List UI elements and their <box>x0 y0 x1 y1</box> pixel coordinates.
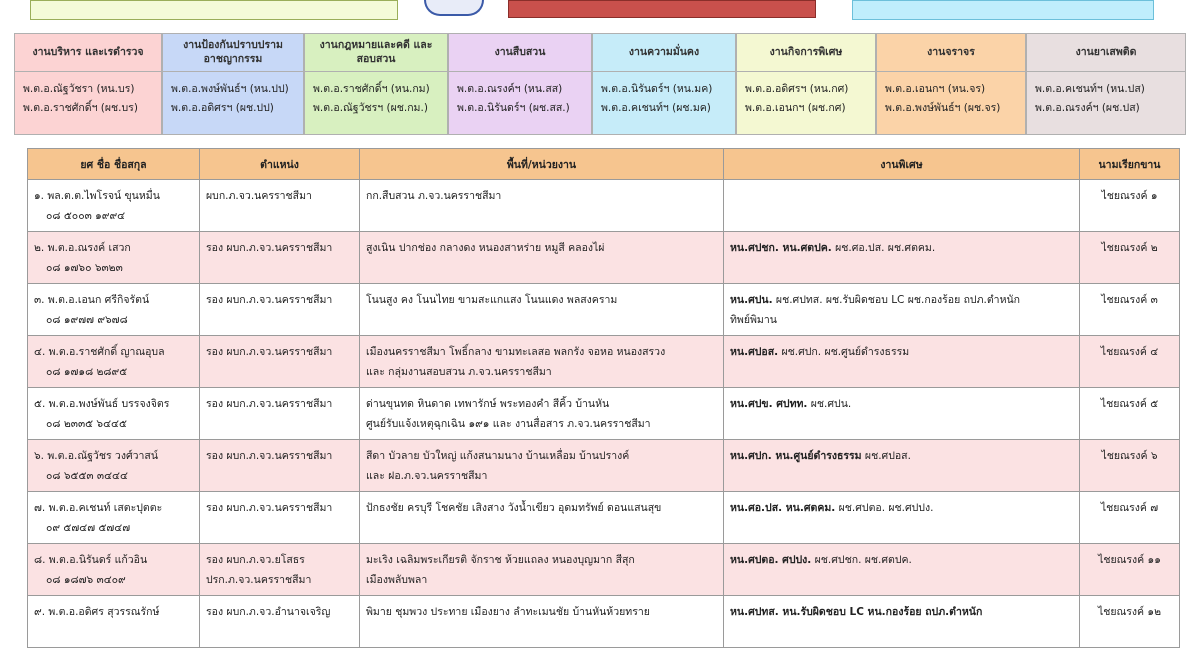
table-row <box>28 284 1180 336</box>
person-name: ๖. พ.ต.อ.ณัฐวัชร วงศ์วาสน์ <box>34 450 159 462</box>
unit-member-line: พ.ต.อ.พงษ์พันธ์ฯ (หน.ปป) <box>171 83 289 95</box>
cell-position <box>200 492 360 544</box>
special-lead: หน.ศอ.ปส. หน.ศตคม. <box>730 502 836 514</box>
cell-position <box>200 544 360 596</box>
cell-special <box>724 336 1080 388</box>
police-seal-icon <box>424 0 484 16</box>
col-header-callsign: นามเรียกขาน <box>1080 149 1180 180</box>
person-name: ๔. พ.ต.อ.ราชศักดิ์ ญาณอุบล <box>34 346 165 358</box>
special-lead: หน.ศปก. หน.ศูนย์ดำรงธรรม <box>730 450 862 462</box>
person-name: ๘. พ.ต.อ.นิรันดร์ แก้วอิน <box>34 554 148 566</box>
area-line: กก.สืบสวน ภ.จว.นครราชสีมา <box>366 190 502 202</box>
unit-box <box>876 33 1026 135</box>
person-phone: ๐๘ ๑๗๑๘ ๒๘๙๕ <box>46 366 128 378</box>
area-line: โนนสูง คง โนนไทย ขามสะแกแสง โนนแดง พลสงคราม <box>366 294 618 306</box>
table-row <box>28 544 1180 596</box>
cell-callsign: ไชยณรงค์ ๖ <box>1080 440 1180 492</box>
unit-member-line: พ.ต.อ.เอนกฯ (ผช.กศ) <box>745 102 846 114</box>
title-banner-center <box>508 0 816 18</box>
unit-box <box>448 33 592 135</box>
unit-title: งานกิจการพิเศษ <box>737 34 875 72</box>
position-line: รอง ผบก.ภ.จว.นครราชสีมา <box>206 242 333 254</box>
cell-position <box>200 284 360 336</box>
cell-special <box>724 388 1080 440</box>
special-line <box>730 342 1073 362</box>
cell-callsign: ไชยณรงค์ ๔ <box>1080 336 1180 388</box>
special-lead: หน.ศปชก. หน.ศตปค. <box>730 242 832 254</box>
special-lead: หน.ศปตอ. ศปปง. <box>730 554 812 566</box>
cell-area <box>360 232 724 284</box>
cell-name <box>28 492 200 544</box>
cell-special <box>724 492 1080 544</box>
person-phone: ๐๙ ๕๗๔๗ ๕๗๔๗ <box>46 522 131 534</box>
cell-area <box>360 596 724 648</box>
cell-callsign: ไชยณรงค์ ๑๑ <box>1080 544 1180 596</box>
special-line <box>730 602 1073 622</box>
cell-callsign: ไชยณรงค์ ๗ <box>1080 492 1180 544</box>
date-banner-right <box>852 0 1154 20</box>
table-row <box>28 180 1180 232</box>
unit-member-line: พ.ต.อ.ณัฐวัชรฯ (ผช.กม.) <box>313 102 428 114</box>
unit-member-line: พ.ต.อ.พงษ์พันธ์ฯ (ผช.จร) <box>885 102 1001 114</box>
cell-area <box>360 388 724 440</box>
unit-members <box>877 72 1025 118</box>
table-row <box>28 388 1180 440</box>
special-line-2: ทิพย์พิมาน <box>730 314 777 326</box>
table-row <box>28 492 1180 544</box>
person-name: ๒. พ.ต.อ.ณรงค์ เสวก <box>34 242 131 254</box>
position-line: รอง ผบก.ภ.จว.อำนาจเจริญ <box>206 606 331 618</box>
unit-title: งานยาเสพติด <box>1027 34 1185 72</box>
cell-callsign: ไชยณรงค์ ๑๒ <box>1080 596 1180 648</box>
table-row <box>28 336 1180 388</box>
cell-callsign: ไชยณรงค์ ๕ <box>1080 388 1180 440</box>
unit-title: งานความมั่นคง <box>593 34 735 72</box>
table-header-row <box>28 149 1180 180</box>
special-line <box>730 550 1073 570</box>
area-line: เมืองพลับพลา <box>366 574 428 586</box>
cell-special <box>724 596 1080 648</box>
unit-title: งานบริหาร และเรดำรวจ <box>15 34 161 72</box>
position-line: รอง ผบก.ภ.จว.นครราชสีมา <box>206 294 333 306</box>
area-line: พิมาย ชุมพวง ประทาย เมืองยาง ลำทะเมนชัย บ้านหันห้วยทราย <box>366 606 650 618</box>
special-line <box>730 446 1073 466</box>
special-line <box>730 290 1073 310</box>
table-row <box>28 596 1180 648</box>
special-line <box>730 238 1073 258</box>
unit-member-line: พ.ต.อ.ราชศักดิ์ฯ (ผช.บร) <box>23 102 138 114</box>
cell-area <box>360 180 724 232</box>
unit-members <box>593 72 735 118</box>
cell-area <box>360 336 724 388</box>
unit-box <box>592 33 736 135</box>
cell-name <box>28 440 200 492</box>
cell-position <box>200 336 360 388</box>
special-rest: ผช.ศปชก. ผช.ศตปค. <box>811 554 912 566</box>
cell-name <box>28 388 200 440</box>
special-rest: ผช.ศอ.ปส. ผช.ศตคม. <box>831 242 936 254</box>
special-lead: หน.ศปทส. หน.รับผิดชอบ LC หน.กองร้อย ถปภ.ตำหนัก <box>730 606 983 618</box>
unit-title: งานกฎหมายและคดี และ สอบสวน <box>305 34 447 72</box>
cell-callsign: ไชยณรงค์ ๑ <box>1080 180 1180 232</box>
unit-box <box>304 33 448 135</box>
cell-position <box>200 388 360 440</box>
special-rest: ผช.ศปน. <box>807 398 852 410</box>
cell-position <box>200 596 360 648</box>
cell-area <box>360 440 724 492</box>
area-line: มะเริง เฉลิมพระเกียรติ จักราช ห้วยแถลง หนองบุญมาก สีสุก <box>366 554 635 566</box>
cell-special <box>724 440 1080 492</box>
cell-position <box>200 232 360 284</box>
person-name: ๓. พ.ต.อ.เอนก ศรีกิจรัตน์ <box>34 294 150 306</box>
area-line: สีดา บัวลาย บัวใหญ่ แก้งสนามนาง บ้านเหลื่อม บ้านปรางค์ <box>366 450 630 462</box>
special-rest: ผช.ศปทส. ผช.รับผิดชอบ LC ผช.กองร้อย ถปภ.ตำหนัก <box>772 294 1021 306</box>
position-line: ผบก.ภ.จว.นครราชสีมา <box>206 190 312 202</box>
cell-callsign: ไชยณรงค์ ๓ <box>1080 284 1180 336</box>
cell-name <box>28 336 200 388</box>
unit-member-line: พ.ต.อ.ณรงค์ฯ (หน.สส) <box>457 83 563 95</box>
roster-table <box>27 148 1180 648</box>
special-line <box>730 394 1073 414</box>
person-name: ๙. พ.ต.อ.อดิศร สุวรรณรักษ์ <box>34 606 160 618</box>
unit-members <box>737 72 875 118</box>
person-phone: ๐๘ ๒๓๓๕ ๖๔๔๕ <box>46 418 127 430</box>
cell-name <box>28 284 200 336</box>
cell-area <box>360 544 724 596</box>
area-line: สูงเนิน ปากช่อง กลางดง หนองสาหร่าย หมูสี คลองไผ่ <box>366 242 605 254</box>
title-banner-left <box>30 0 398 20</box>
cell-special <box>724 544 1080 596</box>
unit-members <box>163 72 303 118</box>
special-line <box>730 498 1073 518</box>
person-phone: ๐๘ ๕๐๐๓ ๑๙๙๔ <box>46 210 126 222</box>
person-name: ๑. พล.ต.ต.ไพโรจน์ ขุนหมื่น <box>34 190 160 202</box>
cell-callsign: ไชยณรงค์ ๒ <box>1080 232 1180 284</box>
unit-boxes <box>14 33 1186 135</box>
col-header-special: งานพิเศษ <box>724 149 1080 180</box>
unit-member-line: พ.ต.อ.คเชนท์ฯ (หน.ปส) <box>1035 83 1145 95</box>
person-phone: ๐๘ ๑๙๗๗ ๙๖๗๘ <box>46 314 128 326</box>
unit-box <box>736 33 876 135</box>
unit-members <box>449 72 591 118</box>
special-lead: หน.ศปข. ศปทท. <box>730 398 808 410</box>
cell-position <box>200 440 360 492</box>
person-phone: ๐๘ ๖๕๕๓ ๓๔๔๔ <box>46 470 128 482</box>
cell-name <box>28 180 200 232</box>
unit-member-line: พ.ต.อ.นิรันดร์ฯ (ผช.สส.) <box>457 102 570 114</box>
special-rest: ผช.ศปตอ. ผช.ศปปง. <box>835 502 934 514</box>
unit-title: งานสืบสวน <box>449 34 591 72</box>
area-line: ศูนย์รับแจ้งเหตุฉุกเฉิน ๑๙๑ และ งานสื่อสาร ภ.จว.นครราชสีมา <box>366 418 651 430</box>
area-line: ปักธงชัย ครบุรี โชคชัย เสิงสาง วังน้ำเขียว อุดมทรัพย์ ดอนแสนสุข <box>366 502 662 514</box>
position-line: รอง ผบก.ภ.จว.ยโสธร <box>206 554 305 566</box>
position-line: ปรก.ภ.จว.นครราชสีมา <box>206 574 312 586</box>
roster-table-wrap <box>27 148 1179 648</box>
cell-area <box>360 492 724 544</box>
cell-area <box>360 284 724 336</box>
cell-position <box>200 180 360 232</box>
cell-name <box>28 232 200 284</box>
position-line: รอง ผบก.ภ.จว.นครราชสีมา <box>206 346 333 358</box>
col-header-position: ตำแหน่ง <box>200 149 360 180</box>
position-line: รอง ผบก.ภ.จว.นครราชสีมา <box>206 398 333 410</box>
position-line: รอง ผบก.ภ.จว.นครราชสีมา <box>206 450 333 462</box>
area-line: เมืองนครราชสีมา โพธิ์กลาง ขามทะเลสอ พลกรัง จอหอ หนองสรวง <box>366 346 666 358</box>
special-rest: ผช.ศปก. ผช.ศูนย์ดำรงธรรม <box>778 346 910 358</box>
unit-member-line: พ.ต.อ.นิรันดร์ฯ (หน.มค) <box>601 83 713 95</box>
area-line: และ ฝอ.ภ.จว.นครราชสีมา <box>366 470 488 482</box>
unit-box <box>1026 33 1186 135</box>
special-lead: หน.ศปน. <box>730 294 773 306</box>
table-row <box>28 440 1180 492</box>
unit-member-line: พ.ต.อ.คเชนท์ฯ (ผช.มค) <box>601 102 711 114</box>
cell-special <box>724 284 1080 336</box>
cell-special <box>724 232 1080 284</box>
unit-box <box>14 33 162 135</box>
special-lead: หน.ศปอส. <box>730 346 779 358</box>
position-line: รอง ผบก.ภ.จว.นครราชสีมา <box>206 502 333 514</box>
col-header-area: พื้นที่/หน่วยงาน <box>360 149 724 180</box>
person-name: ๕. พ.ต.อ.พงษ์พันธ์ บรรจงจิตร <box>34 398 170 410</box>
cell-name <box>28 544 200 596</box>
unit-member-line: พ.ต.อ.เอนกฯ (หน.จร) <box>885 83 986 95</box>
area-line: ด่านขุนทด หินดาด เทพารักษ์ พระทองคำ สีคิ้ว บ้านหัน <box>366 398 610 410</box>
person-phone: ๐๘ ๑๘๗๖ ๓๔๐๙ <box>46 574 126 586</box>
unit-member-line: พ.ต.อ.ณัฐวัชรา (หน.บร) <box>23 83 135 95</box>
unit-members <box>15 72 161 118</box>
unit-member-line: พ.ต.อ.อดิศรฯ (ผช.ปป) <box>171 102 274 114</box>
unit-member-line: พ.ต.อ.อดิศรฯ (หน.กศ) <box>745 83 849 95</box>
cell-name <box>28 596 200 648</box>
cell-special <box>724 180 1080 232</box>
unit-members <box>1027 72 1185 118</box>
person-name: ๗. พ.ต.อ.คเชนท์ เสตะปุตตะ <box>34 502 163 514</box>
person-phone: ๐๘ ๑๗๖๐ ๖๓๒๓ <box>46 262 123 274</box>
special-rest: ผช.ศปอส. <box>861 450 911 462</box>
unit-member-line: พ.ต.อ.ราชศักดิ์ฯ (หน.กม) <box>313 83 430 95</box>
col-header-name: ยศ ชื่อ ชื่อสกุล <box>28 149 200 180</box>
unit-members <box>305 72 447 118</box>
unit-member-line: พ.ต.อ.ณรงค์ฯ (ผช.ปส) <box>1035 102 1140 114</box>
unit-title: งานจราจร <box>877 34 1025 72</box>
table-row <box>28 232 1180 284</box>
top-banner <box>0 0 1200 28</box>
unit-title: งานป้องกันปราบปราม อาชญากรรม <box>163 34 303 72</box>
unit-box <box>162 33 304 135</box>
area-line: และ กลุ่มงานสอบสวน ภ.จว.นครราชสีมา <box>366 366 552 378</box>
